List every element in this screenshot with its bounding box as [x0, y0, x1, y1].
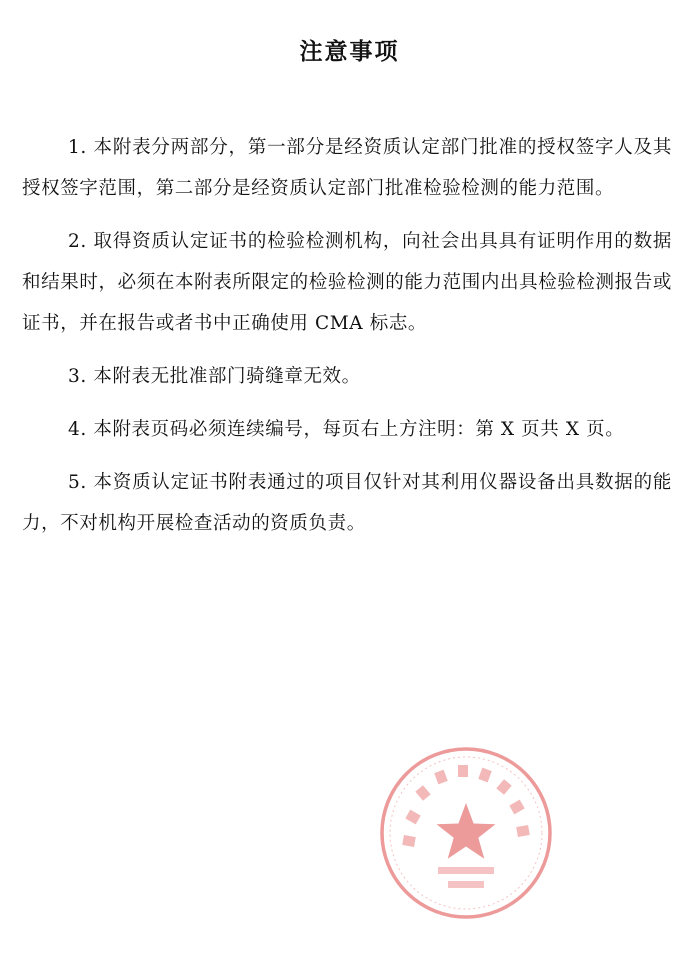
notice-item-5 — [22, 462, 672, 544]
notice-list — [22, 127, 672, 556]
item-text: 本附表页码必须连续编号，每页右上方注明：第 X 页共 X 页。 — [93, 419, 625, 440]
item-text: 本附表无批准部门骑缝章无效。 — [93, 366, 361, 387]
page-title: 注意事项 — [299, 39, 400, 65]
notice-item-1 — [22, 127, 672, 209]
seal-graphic — [382, 749, 550, 917]
official-seal-icon — [378, 745, 554, 921]
item-text: 本附表分两部分，第一部分是经资质认定部门批准的授权签字人及其授权签字范围，第二部分是经资质认定部门批准检验检测的能力范围。 — [22, 137, 672, 199]
item-text: 本资质认定证书附表通过的项目仅针对其利用仪器设备出具数据的能力，不对机构开展检查活动的资质负责。 — [22, 472, 672, 534]
item-number: 2. — [68, 231, 87, 252]
item-text: 取得资质认定证书的检验检测机构，向社会出具具有证明作用的数据和结果时，必须在本附表所限定的检验检测的能力范围内出具检验检测报告或证书，并在报告或者书中正确使用 CMA 标志。 — [22, 231, 672, 334]
notice-item-4 — [22, 409, 672, 450]
seal-bottom-marks — [438, 867, 494, 888]
notice-item-2 — [22, 221, 672, 344]
item-number: 1. — [68, 137, 87, 158]
notice-item-3 — [22, 356, 672, 397]
item-number: 5. — [68, 472, 87, 493]
item-number: 4. — [68, 419, 87, 440]
seal-star — [437, 803, 496, 859]
item-number: 3. — [68, 366, 87, 387]
